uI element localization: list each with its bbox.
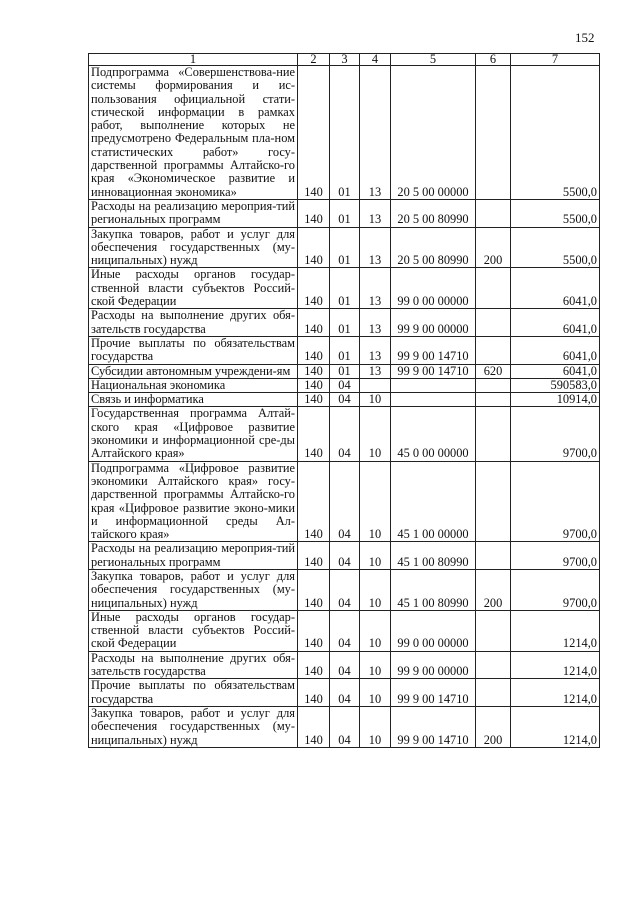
header-cell: 3 — [330, 54, 360, 66]
row-code-4: 10 — [360, 679, 391, 707]
row-code-4: 10 — [360, 393, 391, 407]
row-code-3: 04 — [330, 706, 360, 747]
row-code-2: 140 — [298, 542, 330, 570]
row-name: Закупка товаров, работ и услуг для обеспечения государственных (му-ниципальных) нужд — [89, 227, 298, 268]
row-name: Расходы на выполнение других обя-зательств государства — [89, 309, 298, 337]
row-code-4: 13 — [360, 227, 391, 268]
row-expense-type — [476, 461, 511, 542]
row-code-3: 01 — [330, 364, 360, 378]
row-code-4: 13 — [360, 364, 391, 378]
table-row — [89, 461, 600, 542]
row-code-4: 10 — [360, 651, 391, 679]
row-code-3: 01 — [330, 336, 360, 364]
table-row — [89, 651, 600, 679]
row-code-2: 140 — [298, 679, 330, 707]
row-code-4: 10 — [360, 461, 391, 542]
row-amount: 6041,0 — [511, 364, 600, 378]
row-code-4: 13 — [360, 268, 391, 309]
row-target-article: 20 5 00 00000 — [391, 66, 476, 200]
header-cell: 6 — [476, 54, 511, 66]
row-code-2: 140 — [298, 378, 330, 392]
row-expense-type — [476, 542, 511, 570]
row-name: Государственная программа Алтай-ского края «Цифровое развитие экономики и информационной сре-ды Алтайского края» — [89, 407, 298, 461]
row-name: Связь и информатика — [89, 393, 298, 407]
row-amount: 1214,0 — [511, 610, 600, 651]
row-target-article: 45 0 00 00000 — [391, 407, 476, 461]
row-target-article: 99 9 00 14710 — [391, 679, 476, 707]
row-code-2: 140 — [298, 199, 330, 227]
row-amount: 9700,0 — [511, 461, 600, 542]
row-code-2: 140 — [298, 309, 330, 337]
row-target-article: 45 1 00 80990 — [391, 542, 476, 570]
header-cell: 2 — [298, 54, 330, 66]
row-expense-type — [476, 336, 511, 364]
header-cell: 1 — [89, 54, 298, 66]
row-amount: 1214,0 — [511, 706, 600, 747]
row-name: Субсидии автономным учреждени-ям — [89, 364, 298, 378]
row-code-3: 04 — [330, 542, 360, 570]
header-cell: 5 — [391, 54, 476, 66]
table-row — [89, 364, 600, 378]
row-amount: 9700,0 — [511, 407, 600, 461]
row-code-4: 13 — [360, 309, 391, 337]
row-expense-type — [476, 393, 511, 407]
row-name: Национальная экономика — [89, 378, 298, 392]
row-amount: 6041,0 — [511, 268, 600, 309]
row-code-3: 04 — [330, 407, 360, 461]
row-amount: 9700,0 — [511, 542, 600, 570]
table-row — [89, 610, 600, 651]
row-amount: 1214,0 — [511, 679, 600, 707]
row-amount: 5500,0 — [511, 227, 600, 268]
table-row — [89, 66, 600, 200]
row-amount: 6041,0 — [511, 309, 600, 337]
table-row — [89, 679, 600, 707]
row-expense-type — [476, 610, 511, 651]
table-row — [89, 542, 600, 570]
table-row — [89, 336, 600, 364]
row-expense-type — [476, 679, 511, 707]
row-amount: 5500,0 — [511, 199, 600, 227]
row-name: Расходы на реализацию мероприя-тий региональных программ — [89, 542, 298, 570]
row-expense-type — [476, 378, 511, 392]
row-code-3: 04 — [330, 679, 360, 707]
row-target-article: 99 9 00 00000 — [391, 309, 476, 337]
row-target-article: 99 9 00 00000 — [391, 651, 476, 679]
row-amount: 5500,0 — [511, 66, 600, 200]
header-cell: 7 — [511, 54, 600, 66]
row-expense-type: 200 — [476, 569, 511, 610]
row-name: Иные расходы органов государ-ственной власти субъектов Россий-ской Федерации — [89, 268, 298, 309]
row-amount: 1214,0 — [511, 651, 600, 679]
row-code-2: 140 — [298, 227, 330, 268]
table-row — [89, 309, 600, 337]
row-name: Закупка товаров, работ и услуг для обеспечения государственных (му-ниципальных) нужд — [89, 569, 298, 610]
row-code-2: 140 — [298, 393, 330, 407]
row-target-article: 45 1 00 80990 — [391, 569, 476, 610]
row-code-3: 01 — [330, 199, 360, 227]
row-expense-type — [476, 268, 511, 309]
page-number: 152 — [575, 30, 595, 45]
row-expense-type — [476, 66, 511, 200]
row-code-4: 10 — [360, 706, 391, 747]
row-code-3: 04 — [330, 610, 360, 651]
row-target-article — [391, 393, 476, 407]
row-code-4: 13 — [360, 66, 391, 200]
row-code-4: 10 — [360, 569, 391, 610]
row-expense-type: 620 — [476, 364, 511, 378]
row-code-2: 140 — [298, 610, 330, 651]
row-name: Расходы на реализацию мероприя-тий региональных программ — [89, 199, 298, 227]
row-amount: 590583,0 — [511, 378, 600, 392]
row-name: Иные расходы органов государ-ственной власти субъектов Россий-ской Федерации — [89, 610, 298, 651]
table-row — [89, 199, 600, 227]
row-amount: 10914,0 — [511, 393, 600, 407]
row-expense-type — [476, 199, 511, 227]
table-row — [89, 407, 600, 461]
row-expense-type: 200 — [476, 706, 511, 747]
row-expense-type: 200 — [476, 227, 511, 268]
row-code-2: 140 — [298, 268, 330, 309]
row-code-3: 01 — [330, 309, 360, 337]
row-name: Подпрограмма «Цифровое развитие экономики Алтайского края» госу-дарственной программы Алтайско-го края «Цифровое развитие эконо-мики и информационной среды Ал-тайского края» — [89, 461, 298, 542]
row-target-article: 99 0 00 00000 — [391, 268, 476, 309]
row-code-3: 04 — [330, 651, 360, 679]
row-name: Закупка товаров, работ и услуг для обеспечения государственных (му-ниципальных) нужд — [89, 706, 298, 747]
row-code-3: 01 — [330, 268, 360, 309]
row-code-2: 140 — [298, 569, 330, 610]
row-code-3: 04 — [330, 393, 360, 407]
row-code-3: 01 — [330, 227, 360, 268]
header-cell: 4 — [360, 54, 391, 66]
table-row — [89, 393, 600, 407]
row-name: Прочие выплаты по обязательствам государства — [89, 336, 298, 364]
row-name: Прочие выплаты по обязательствам государства — [89, 679, 298, 707]
row-code-2: 140 — [298, 364, 330, 378]
row-target-article: 20 5 00 80990 — [391, 227, 476, 268]
row-code-2: 140 — [298, 336, 330, 364]
row-target-article: 99 9 00 14710 — [391, 336, 476, 364]
row-target-article — [391, 378, 476, 392]
row-code-4: 10 — [360, 407, 391, 461]
budget-table — [88, 53, 600, 748]
header-row — [89, 54, 600, 66]
row-code-4: 10 — [360, 610, 391, 651]
row-target-article: 20 5 00 80990 — [391, 199, 476, 227]
table-row — [89, 569, 600, 610]
row-target-article: 99 9 00 14710 — [391, 706, 476, 747]
row-code-2: 140 — [298, 66, 330, 200]
row-name: Подпрограмма «Совершенствова-ние системы формирования и ис-пользования официальной стати-стической информации в рамках работ, выполнение которых не предусмотрено Федеральным пла-ном статистических работ» госу-дарственной программы Алтайско-го края «Экономическое развитие и инновационная экономика» — [89, 66, 298, 200]
row-code-2: 140 — [298, 706, 330, 747]
row-code-3: 04 — [330, 461, 360, 542]
row-amount: 6041,0 — [511, 336, 600, 364]
row-code-4 — [360, 378, 391, 392]
table-row — [89, 268, 600, 309]
row-code-4: 13 — [360, 336, 391, 364]
row-code-4: 13 — [360, 199, 391, 227]
row-expense-type — [476, 651, 511, 679]
table-row — [89, 378, 600, 392]
row-target-article: 99 0 00 00000 — [391, 610, 476, 651]
row-expense-type — [476, 309, 511, 337]
row-code-2: 140 — [298, 651, 330, 679]
table-row — [89, 227, 600, 268]
row-code-3: 04 — [330, 378, 360, 392]
row-target-article: 99 9 00 14710 — [391, 364, 476, 378]
row-target-article: 45 1 00 00000 — [391, 461, 476, 542]
row-code-3: 04 — [330, 569, 360, 610]
row-code-2: 140 — [298, 461, 330, 542]
row-amount: 9700,0 — [511, 569, 600, 610]
row-name: Расходы на выполнение других обя-зательств государства — [89, 651, 298, 679]
row-code-2: 140 — [298, 407, 330, 461]
table-row — [89, 706, 600, 747]
row-code-4: 10 — [360, 542, 391, 570]
row-expense-type — [476, 407, 511, 461]
row-code-3: 01 — [330, 66, 360, 200]
